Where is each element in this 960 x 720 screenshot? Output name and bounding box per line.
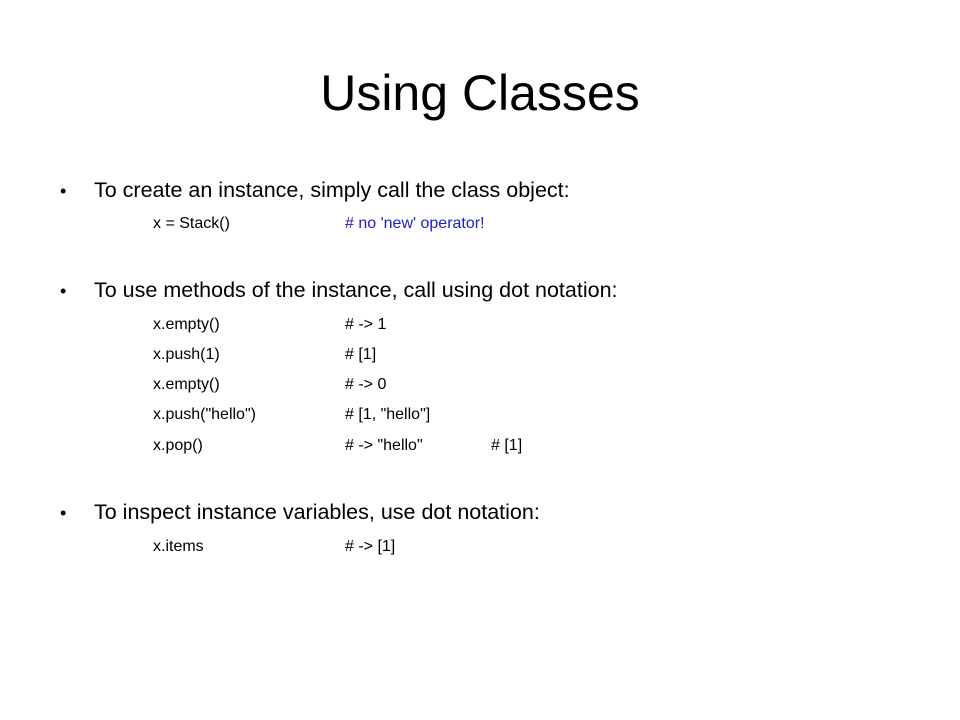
code-comment: # no 'new' operator! (345, 215, 485, 232)
code-text: x = Stack() (153, 215, 230, 232)
code-comment: # [1] (345, 346, 377, 363)
code-text: x.push("hello") (153, 406, 256, 423)
bullet-dot-icon: • (60, 181, 67, 201)
code-comment: # [1, "hello"] (345, 406, 431, 423)
bullet-text: To use methods of the instance, call using dot notation: (94, 278, 618, 302)
code-text: x.pop() (153, 437, 203, 454)
code-comment-secondary: # [1] (491, 437, 523, 454)
code-text: x.empty() (153, 376, 220, 393)
bullet-create-instance (60, 176, 570, 205)
code-comment: # -> "hello" (345, 437, 423, 454)
bullet-text: To inspect instance variables, use dot notation: (94, 500, 540, 524)
slide-title: Using Classes (320, 65, 640, 121)
code-comment: # -> 0 (345, 376, 387, 393)
bullet-inspect-variables (60, 498, 540, 527)
bullet-dot-icon: • (60, 503, 67, 523)
bullet-dot-icon: • (60, 281, 67, 301)
code-comment: # -> [1] (345, 538, 396, 555)
code-comment: # -> 1 (345, 316, 387, 333)
bullet-text: To create an instance, simply call the class object: (94, 178, 570, 202)
code-text: x.items (153, 538, 204, 555)
code-text: x.empty() (153, 316, 220, 333)
bullet-use-methods (60, 276, 618, 305)
code-text: x.push(1) (153, 346, 220, 363)
